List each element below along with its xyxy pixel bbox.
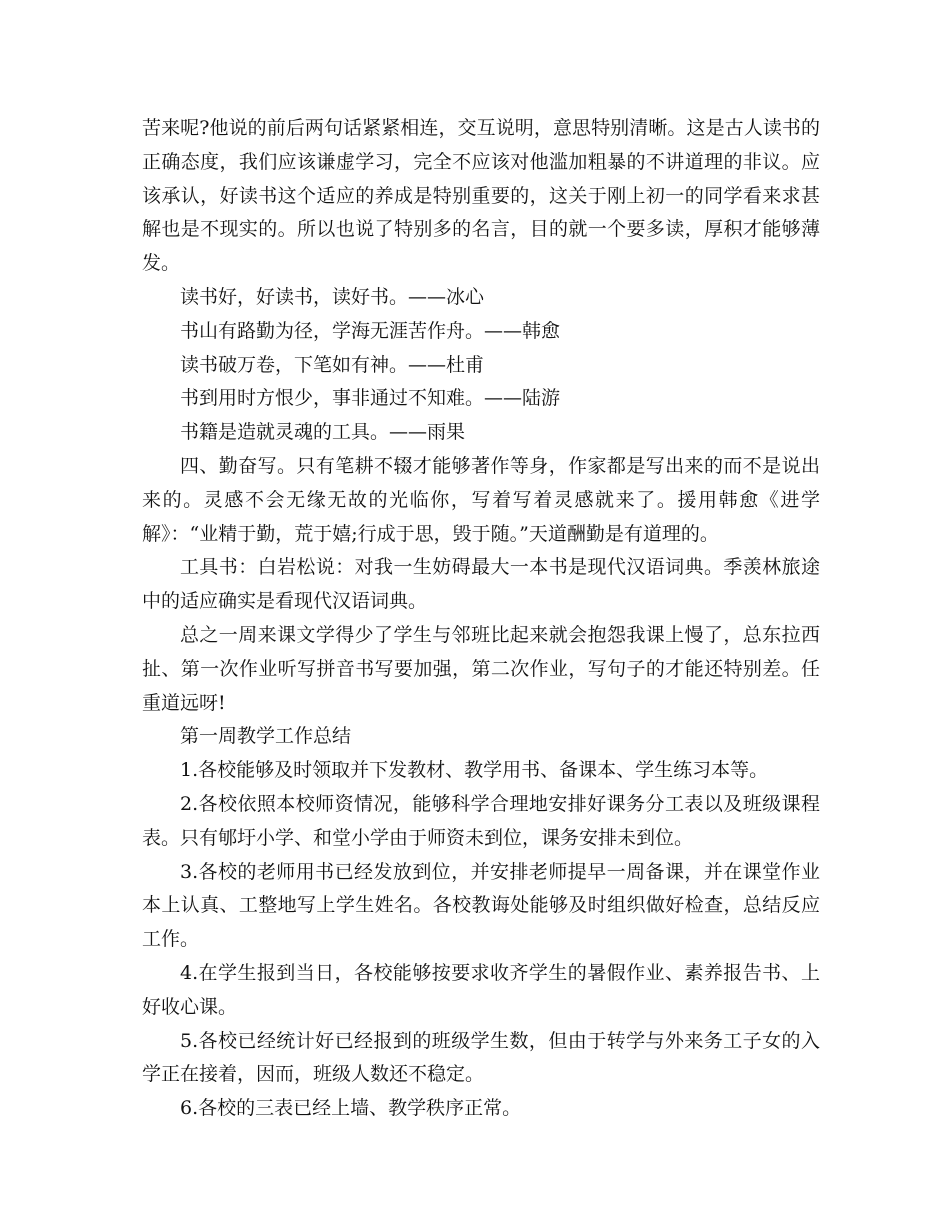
paragraph: 四、勤奋写。只有笔耕不辍才能够著作等身，作家都是写出来的而不是说出来的。灵感不会无缘无故的光临你，写着写着灵感就来了。援用韩愈《进学解》：“业精于勤，荒于嬉;行成于思，毁于随。”天道酬勤是有道理的。: [142, 454, 820, 545]
quote-line: 读书好，好读书，读好书。——冰心: [180, 285, 485, 308]
quote-line: 书山有路勤为径，学海无涯苦作舟。——韩愈: [180, 319, 561, 342]
paragraph: 苦来呢?他说的前后两句话紧紧相连，交互说明，意思特别清晰。这是古人读书的正确态度，我们应该谦虚学习，完全不应该对他滥加粗暴的不讲道理的非议。应该承认，好读书这个适应的养成是特别重要的，这关于刚上初一的同学看来求甚解也是不现实的。所以也说了特别多的名言，目的就一个要多读，厚积才能够薄发。: [142, 117, 820, 275]
quote-line: 书籍是造就灵魂的工具。——雨果: [180, 421, 466, 444]
list-item: 2.各校依照本校师资情况，能够科学合理地安排好课务分工表以及班级课程表。只有郇圩小学、和堂小学由于师资未到位，课务安排未到位。: [142, 792, 820, 849]
list-item: 1.各校能够及时领取并下发教材、教学用书、备课本、学生练习本等。: [180, 759, 769, 782]
list-item: 3.各校的老师用书已经发放到位，并安排老师提早一周备课，并在课堂作业本上认真、工整地写上学生姓名。各校教诲处能够及时组织做好检查，总结反应工作。: [142, 860, 820, 951]
list-item: 5.各校已经统计好已经报到的班级学生数，但由于转学与外来务工子女的入学正在接着，因而，班级人数还不稳定。: [142, 1029, 820, 1086]
quote-line: 书到用时方恨少，事非通过不知难。——陆游: [180, 387, 561, 410]
paragraph: 工具书：白岩松说：对我一生妨碍最大一本书是现代汉语词典。季羡林旅途中的适应确实是看现代汉语词典。: [142, 556, 820, 613]
paragraph: 总之一周来课文学得少了学生与邻班比起来就会抱怨我课上慢了，总东拉西扯、第一次作业听写拼音书写要加强，第二次作业，写句子的才能还特别差。任重道远呀!: [142, 623, 820, 714]
document-body: [142, 112, 820, 1126]
quote-line: 读书破万卷，下笔如有神。——杜甫: [180, 353, 485, 376]
list-item: 6.各校的三表已经上墙、教学秩序正常。: [180, 1097, 522, 1120]
section-title: 第一周教学工作总结: [180, 725, 352, 748]
list-item: 4.在学生报到当日，各校能够按要求收齐学生的暑假作业、素养报告书、上好收心课。: [142, 961, 820, 1018]
